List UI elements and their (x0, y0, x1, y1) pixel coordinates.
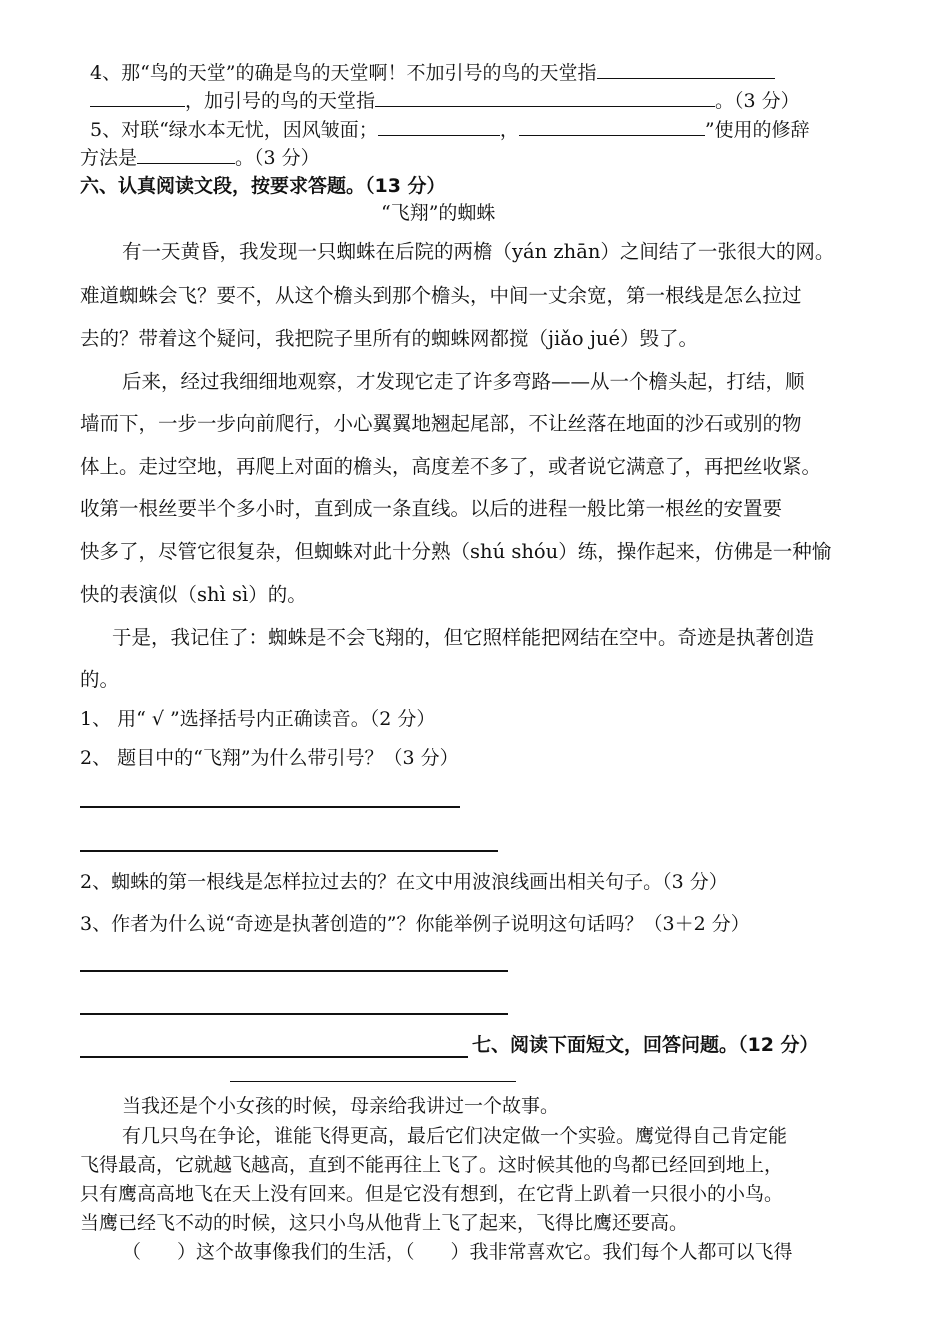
answer-line[interactable] (80, 970, 508, 972)
question-5-line-2 (80, 145, 320, 170)
question-4-text-2: ，加引号的鸟的天堂指 (185, 90, 376, 112)
question-1: 1、 用“ √ ”选择括号内正确读音。（2 分） (80, 708, 436, 730)
question-5-comma: ， (499, 119, 519, 141)
question-5-text-2: ”使用的修辞 (704, 119, 810, 141)
question-2: 2、 题目中的“飞翔”为什么带引号？（3 分） (80, 747, 459, 769)
paragraph-1-line: 难道蜘蛛会飞？要不，从这个檐头到那个檐头，中间一丈余宽，第一根线是怎么拉过 (80, 284, 802, 307)
story-text-2: ）我非常喜欢它。我们每个人都可以飞得 (450, 1241, 793, 1263)
section-7-heading: 七、阅读下面短文，回答问题。（12 分） (472, 1034, 819, 1056)
question-5-score: 。（3 分） (235, 147, 320, 169)
paragraph-1-line: 有一天黄昏，我发现一只蜘蛛在后院的两檐（yán zhān）之间结了一张很大的网。 (122, 240, 835, 263)
answer-blank[interactable] (90, 88, 185, 107)
paragraph-3-line: 于是，我记住了：蜘蛛是不会飞翔的，但它照样能把网结在空中。奇迹是执著创造 (112, 626, 815, 649)
story-line: 有几只鸟在争论，谁能飞得更高，最后它们决定做一个实验。鹰觉得自己肯定能 (122, 1125, 788, 1147)
paren-open: （ (122, 1241, 142, 1263)
story-text: ）这个故事像我们的生活，（ (177, 1241, 415, 1263)
paragraph-2-line: 墙而下，一步一步向前爬行，小心翼翼地翘起尾部，不让丝落在地面的沙石或别的物 (80, 412, 802, 435)
story-line: 当鹰已经飞不动的时候，这只小鸟从他背上飞了起来，飞得比鹰还要高。 (80, 1212, 689, 1234)
paragraph-1-line: 去的？带着这个疑问，我把院子里所有的蜘蛛网都搅（jiǎo jué）毁了。 (80, 327, 698, 350)
question-4-line-1 (90, 60, 775, 85)
passage-title: “飞翔”的蜘蛛 (381, 202, 496, 224)
section-6-heading: 六、认真阅读文段，按要求答题。（13 分） (80, 175, 446, 197)
answer-blank[interactable] (519, 117, 705, 136)
answer-line[interactable] (80, 806, 460, 808)
paragraph-2-line: 快多了，尽管它很复杂，但蜘蛛对此十分熟（shú shóu）练，操作起来，仿佛是一种愉 (80, 540, 832, 563)
paragraph-2-line: 后来，经过我细细地观察，才发现它走了许多弯路——从一个檐头起，打结，顺 (122, 370, 805, 393)
paragraph-2-line: 收第一根丝要半个多小时，直到成一条直线。以后的进程一般比第一根丝的安置要 (80, 497, 783, 520)
answer-blank[interactable] (375, 88, 715, 107)
question-5-line-1 (90, 117, 810, 142)
question-4-text: 4、那“鸟的天堂”的确是鸟的天堂啊！不加引号的鸟的天堂指 (90, 62, 597, 84)
answer-blank[interactable] (378, 117, 500, 136)
question-4-line-2 (90, 88, 800, 113)
answer-blank[interactable] (137, 145, 235, 164)
story-line: 飞得最高，它就越飞越高，直到不能再往上飞了。这时候其他的鸟都已经回到地上， (80, 1154, 784, 1176)
paragraph-3-line: 的。 (80, 668, 120, 691)
answer-line[interactable] (80, 1013, 508, 1015)
paragraph-2-line: 快的表演似（shì sì）的。 (80, 583, 307, 606)
answer-line[interactable] (80, 850, 498, 852)
story-line: 当我还是个小女孩的时候，母亲给我讲过一个故事。 (122, 1095, 560, 1117)
question-3: 3、作者为什么说“奇迹是执著创造的”？你能举例子说明这句话吗？（3＋2 分） (80, 913, 750, 935)
question-2b: 2、蜘蛛的第一根线是怎样拉过去的？在文中用波浪线画出相关句子。（3 分） (80, 871, 728, 893)
question-5-text-3: 方法是 (80, 147, 138, 169)
answer-blank[interactable] (597, 60, 775, 79)
question-4-score: 。（3 分） (715, 90, 800, 112)
answer-line[interactable] (230, 1081, 516, 1082)
question-5-text: 5、对联“绿水本无忧，因风皱面； (90, 119, 378, 141)
story-line: 只有鹰高高地飞在天上没有回来。但是它没有想到，在它背上趴着一只很小的小鸟。 (80, 1183, 784, 1205)
paragraph-2-line: 体上。走过空地，再爬上对面的檐头，高度差不多了，或者说它满意了，再把丝收紧。 (80, 455, 822, 478)
answer-line[interactable] (80, 1056, 468, 1058)
story-line-last (122, 1240, 793, 1264)
